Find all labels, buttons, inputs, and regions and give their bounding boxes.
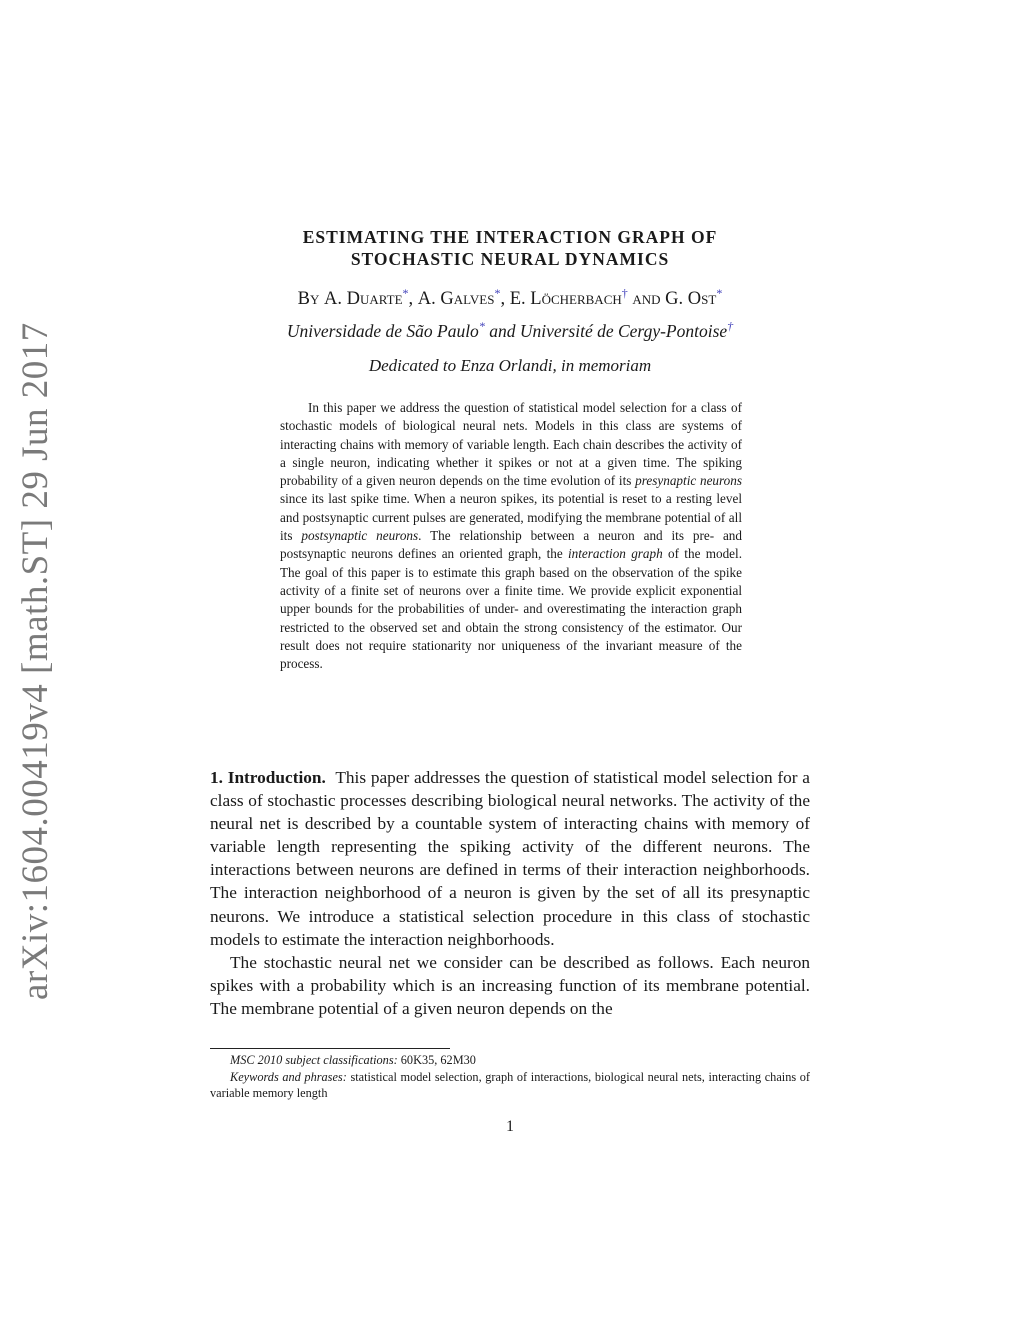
- footnotes: [210, 1052, 810, 1102]
- msc-label: MSC 2010 subject classifications:: [230, 1053, 398, 1067]
- arxiv-identifier-stamp: arXiv:1604.00419v4 [math.ST] 29 Jun 2017: [15, 322, 56, 1000]
- keywords-label: Keywords and phrases:: [230, 1069, 347, 1084]
- author-locherbach: E. Löcherbach: [509, 289, 622, 309]
- and-word: and: [632, 289, 661, 309]
- abstract-text-2: since its last spike time. When a neuron spikes, its potential is reset to a resting level and postsynaptic current pulses are generated, modifying the membrane potential of all its: [280, 491, 742, 544]
- abstract-term-presynaptic: presynaptic neurons: [635, 473, 742, 489]
- author-ost: G. Ost: [665, 289, 717, 309]
- section-introduction: [210, 766, 810, 1020]
- intro-paragraph-1: [210, 766, 810, 951]
- intro-paragraph-1-text: This paper addresses the question of statistical model selection for a class of stochastic processes describing biological neural networks. The activity of the neural net is described by a countable system of interacting chains with memory of variable length representing the spiking activity of the different neurons. The interactions between neurons are defined in terms of their interaction neighborhoods. The interaction neighborhood of a neuron is given by the set of all its presynaptic neurons. We introduce a statistical selection procedure in this class of stochastic models to estimate the interaction neighborhoods.: [210, 768, 810, 949]
- footnote-mark-dagger: †: [621, 285, 628, 300]
- affiliation-and: and: [489, 321, 516, 341]
- page-number: 1: [506, 1118, 514, 1135]
- footnote-mark-star: *: [478, 319, 485, 334]
- abstract-text-3: . The relationship between a neuron and its pre- and postsynaptic neurons defines an oriented graph, the: [280, 528, 742, 562]
- footnote-divider: [210, 1048, 450, 1049]
- abstract-term-interaction-graph: interaction graph: [568, 546, 663, 562]
- affiliation-usp: Universidade de São Paulo: [286, 321, 479, 341]
- by-word: By: [297, 289, 320, 309]
- abstract: [280, 399, 742, 673]
- keywords-value: statistical model selection, graph of interactions, biological neural nets, interacting chains of variable memory length: [210, 1069, 811, 1100]
- keywords: [210, 1069, 810, 1102]
- title-line-1: ESTIMATING THE INTERACTION GRAPH OF: [302, 227, 718, 247]
- author-list: By A. Duarte*, A. Galves*, E. Löcherbach† and G. Ost*: [297, 285, 723, 309]
- footnote-mark-dagger: †: [727, 319, 734, 334]
- msc-value: 60K35, 62M30: [400, 1053, 476, 1067]
- affiliation-cergy: Université de Cergy-Pontoise: [519, 321, 728, 341]
- msc-classification: [210, 1052, 810, 1069]
- footnote-mark-star: *: [494, 285, 501, 300]
- title-line-2: STOCHASTIC NEURAL DYNAMICS: [350, 249, 670, 269]
- abstract-term-postsynaptic: postsynaptic neurons: [301, 528, 419, 544]
- affiliations: [150, 321, 870, 342]
- dedication: Dedicated to Enza Orlandi, in memoriam: [368, 356, 652, 375]
- abstract-text-1: In this paper we address the question of statistical model selection for a class of stochastic models of biological neural nets. Models in this class are systems of interacting chains with memory of variable length. Each chain describes the activity of a single neuron, indicating whether it spikes or not at a given time. The spiking probability of a given neuron depends on the time evolution of its: [280, 400, 742, 489]
- author-galves: A. Galves: [417, 289, 495, 309]
- author-duarte: A. Duarte: [324, 289, 403, 309]
- footnote-mark-star: *: [716, 285, 723, 300]
- intro-paragraph-2: The stochastic neural net we consider can be described as follows. Each neuron spikes with a probability which is an increasing function of its membrane potential. The membrane potential of a given neuron depends on the: [210, 952, 810, 1018]
- paper-title: [200, 226, 820, 270]
- section-heading: 1. Introduction.: [210, 768, 326, 787]
- footnote-mark-star: *: [402, 285, 409, 300]
- abstract-text-4: of the model. The goal of this paper is to estimate this graph based on the observation of the spike activity of a finite set of neurons over a finite time. We provide explicit exponential upper bounds for the probabilities of under- and overestimating the interaction graph restricted to the observed set and obtain the strong consistency of the estimator. Our result does not require stationarity nor uniqueness of the invariant measure of the process.: [280, 546, 742, 672]
